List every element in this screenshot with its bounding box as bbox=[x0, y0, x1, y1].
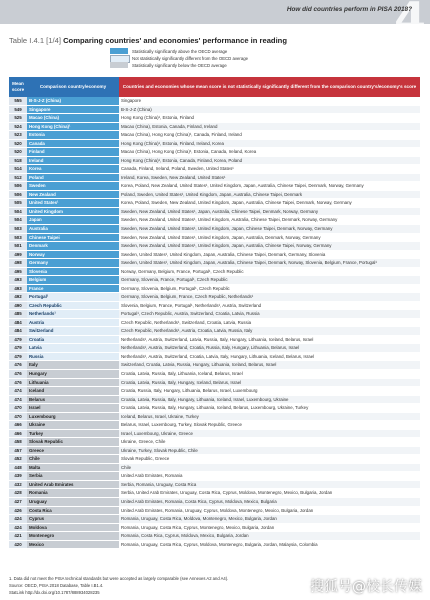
country-cell: Hungary bbox=[27, 370, 119, 379]
mean-score-cell: 524 bbox=[9, 122, 27, 131]
table-row bbox=[9, 199, 420, 208]
similar-countries-cell: Germany, Slovenia, France, Portugal¹, Czech Republic bbox=[119, 276, 420, 285]
country-cell: Chinese Taipei bbox=[27, 233, 119, 242]
country-cell: Italy bbox=[27, 361, 119, 370]
mean-score-cell: 474 bbox=[9, 387, 27, 396]
country-cell: Cyprus bbox=[27, 515, 119, 524]
similar-countries-cell: Netherlands¹, Austria, Switzerland, Croatia, Russia, Italy, Hungary, Lithuania, Belarus, Israel bbox=[119, 344, 420, 353]
country-cell: Luxembourg bbox=[27, 412, 119, 421]
table-row bbox=[9, 276, 420, 285]
table-row bbox=[9, 515, 420, 524]
mean-score-cell: 448 bbox=[9, 463, 27, 472]
similar-countries-cell: Germany, Slovenia, Belgium, France, Czech Republic, Netherlands¹ bbox=[119, 293, 420, 302]
similar-countries-cell: Macao (China), Estonia, Canada, Finland, Ireland bbox=[119, 122, 420, 131]
mean-score-cell: 520 bbox=[9, 148, 27, 157]
country-cell: Japan bbox=[27, 216, 119, 225]
table-row bbox=[9, 267, 420, 276]
table-row bbox=[9, 207, 420, 216]
similar-countries-cell: Hong Kong (China)¹, Estonia, Finland bbox=[119, 114, 420, 123]
mean-score-cell: 470 bbox=[9, 404, 27, 413]
table-row bbox=[9, 250, 420, 259]
country-cell: Slovak Republic bbox=[27, 438, 119, 447]
similar-countries-cell: Korea, Poland, Sweden, New Zealand, United Kingdom, Japan, Australia, Chinese Taipei, Denmark, Norway, Germany bbox=[119, 199, 420, 208]
statlink[interactable]: StatLink http://dx.doi.org/10.1787/888934028235 bbox=[9, 590, 100, 595]
mean-score-cell: 458 bbox=[9, 438, 27, 447]
similar-countries-cell: Sweden, New Zealand, United States¹, United Kingdom, Japan, Australia, Denmark, Norway, Germany bbox=[119, 233, 420, 242]
country-cell: Chile bbox=[27, 455, 119, 464]
legend-label-above: Statistically significantly above the OECD average bbox=[132, 48, 228, 54]
similar-countries-cell: Norway, Germany, Belgium, France, Portugal¹, Czech Republic bbox=[119, 267, 420, 276]
similar-countries-cell: Czech Republic, Netherlands¹, Austria, Croatia, Latvia, Russia, Italy bbox=[119, 327, 420, 336]
mean-score-cell: 499 bbox=[9, 250, 27, 259]
similar-countries-cell: Sweden, New Zealand, United States¹, Japan, Australia, Chinese Taipei, Denmark, Norway, Germany bbox=[119, 207, 420, 216]
mean-score-cell: 504 bbox=[9, 207, 27, 216]
table-row bbox=[9, 318, 420, 327]
country-cell: Serbia bbox=[27, 472, 119, 481]
similar-countries-cell: Sweden, United States¹, United Kingdom, Japan, Australia, Chinese Taipei, Denmark, Norway, Slovenia, Belgium, France, Portugal¹ bbox=[119, 259, 420, 268]
country-cell: New Zealand bbox=[27, 190, 119, 199]
source-note: Source: OECD, PISA 2018 Database, Table I.B1.4. bbox=[9, 583, 104, 588]
mean-score-cell: 503 bbox=[9, 233, 27, 242]
similar-countries-cell: Israel, Luxembourg, Ukraine, Greece bbox=[119, 429, 420, 438]
table-row bbox=[9, 293, 420, 302]
table-row bbox=[9, 131, 420, 140]
table-number: Table I.4.1 bbox=[9, 36, 45, 45]
mean-score-cell: 484 bbox=[9, 327, 27, 336]
mean-score-cell: 466 bbox=[9, 429, 27, 438]
country-cell: B-S-J-Z (China) bbox=[27, 97, 119, 105]
mean-score-cell: 439 bbox=[9, 472, 27, 481]
mean-score-cell: 492 bbox=[9, 293, 27, 302]
country-cell: Croatia bbox=[27, 335, 119, 344]
mean-score-cell: 503 bbox=[9, 224, 27, 233]
mean-score-cell: 476 bbox=[9, 370, 27, 379]
country-cell: Czech Republic bbox=[27, 301, 119, 310]
table-row bbox=[9, 216, 420, 225]
table-header-row bbox=[9, 77, 420, 97]
table-row bbox=[9, 352, 420, 361]
table-row bbox=[9, 182, 420, 191]
legend-swatch-above bbox=[110, 48, 128, 54]
table-row bbox=[9, 429, 420, 438]
country-cell: Singapore bbox=[27, 105, 119, 114]
table-row bbox=[9, 310, 420, 319]
table-row bbox=[9, 327, 420, 336]
table-row bbox=[9, 438, 420, 447]
mean-score-cell: 476 bbox=[9, 361, 27, 370]
table-row bbox=[9, 148, 420, 157]
mean-score-cell: 421 bbox=[9, 532, 27, 541]
mean-score-cell: 493 bbox=[9, 284, 27, 293]
header-mean-score: Mean score bbox=[9, 77, 27, 97]
similar-countries-cell: Slovak Republic, Greece bbox=[119, 455, 420, 464]
country-cell: Romania bbox=[27, 489, 119, 498]
table-row bbox=[9, 506, 420, 515]
similar-countries-cell: Korea, Poland, New Zealand, United States¹, United Kingdom, Japan, Australia, Chinese Taipei, Denmark, Norway, Germany bbox=[119, 182, 420, 191]
country-cell: Netherlands¹ bbox=[27, 310, 119, 319]
legend-swatch-below bbox=[110, 62, 128, 68]
mean-score-cell: 479 bbox=[9, 352, 27, 361]
mean-score-cell: 479 bbox=[9, 344, 27, 353]
similar-countries-cell: Ireland, Korea, Sweden, New Zealand, United States¹ bbox=[119, 173, 420, 182]
table-row bbox=[9, 97, 420, 105]
table-row bbox=[9, 190, 420, 199]
country-cell: Lithuania bbox=[27, 378, 119, 387]
country-cell: Belgium bbox=[27, 276, 119, 285]
similar-countries-cell: Romania, Uruguay, Costa Rica, Moldova, Montenegro, Mexico, Bulgaria, Jordan bbox=[119, 515, 420, 524]
country-cell: Finland bbox=[27, 148, 119, 157]
mean-score-cell: 420 bbox=[9, 540, 27, 549]
similar-countries-cell: Hong Kong (China)¹, Estonia, Canada, Finland, Korea, Poland bbox=[119, 156, 420, 165]
similar-countries-cell: United Arab Emirates, Romania, Uruguay, Cyprus, Moldova, Montenegro, Mexico, Bulgaria, Jordan bbox=[119, 506, 420, 515]
country-cell: Hong Kong (China)¹ bbox=[27, 122, 119, 131]
country-cell: Moldova bbox=[27, 523, 119, 532]
table-row bbox=[9, 480, 420, 489]
table-row bbox=[9, 446, 420, 455]
comparison-table bbox=[9, 77, 420, 549]
country-cell: Estonia bbox=[27, 131, 119, 140]
similar-countries-cell: United Arab Emirates, Romania bbox=[119, 472, 420, 481]
country-cell: France bbox=[27, 284, 119, 293]
country-cell: Russia bbox=[27, 352, 119, 361]
mean-score-cell: 432 bbox=[9, 480, 27, 489]
mean-score-cell: 427 bbox=[9, 497, 27, 506]
similar-countries-cell: Romania, Uruguay, Costa Rica, Cyprus, Montenegro, Mexico, Bulgaria, Jordan bbox=[119, 523, 420, 532]
table-row bbox=[9, 122, 420, 131]
country-cell: Belarus bbox=[27, 395, 119, 404]
footnote: 1. Data did not meet the PISA technical standards but were accepted as largely comparable (see Annexes A2 and A4). bbox=[9, 576, 229, 581]
page-title: How did countries perform in PISA 2018? bbox=[286, 6, 412, 13]
legend-label-below: Statistically significantly below the OECD average bbox=[132, 62, 227, 68]
legend-label-notsig: Not statistically significantly different from the OECD average bbox=[132, 55, 248, 61]
mean-score-cell: 504 bbox=[9, 216, 27, 225]
country-cell: Greece bbox=[27, 446, 119, 455]
country-cell: Switzerland bbox=[27, 327, 119, 336]
mean-score-cell: 428 bbox=[9, 489, 27, 498]
country-cell: Turkey bbox=[27, 429, 119, 438]
similar-countries-cell: Croatia, Russia, Italy, Hungary, Lithuania, Belarus, Israel, Luxembourg bbox=[119, 387, 420, 396]
similar-countries-cell: Croatia, Latvia, Russia, Italy, Hungary, Iceland, Belarus, Israel bbox=[119, 378, 420, 387]
similar-countries-cell: Netherlands¹, Austria, Switzerland, Latvia, Russia, Italy, Hungary, Lithuania, Iceland, Belarus, Israel bbox=[119, 335, 420, 344]
table-title bbox=[9, 36, 287, 45]
similar-countries-cell: Iceland, Belarus, Israel, Ukraine, Turkey bbox=[119, 412, 420, 421]
country-cell: Canada bbox=[27, 139, 119, 148]
country-cell: Australia bbox=[27, 224, 119, 233]
similar-countries-cell: Slovenia, Belgium, France, Portugal¹, Netherlands¹, Austria, Switzerland bbox=[119, 301, 420, 310]
mean-score-cell: 514 bbox=[9, 165, 27, 174]
country-cell: United Arab Emirates bbox=[27, 480, 119, 489]
country-cell: Montenegro bbox=[27, 532, 119, 541]
mean-score-cell: 426 bbox=[9, 506, 27, 515]
table-row bbox=[9, 156, 420, 165]
similar-countries-cell: Canada, Finland, Ireland, Poland, Sweden, United States¹ bbox=[119, 165, 420, 174]
table-row bbox=[9, 224, 420, 233]
similar-countries-cell: Croatia, Latvia, Russia, Italy, Hungary, Lithuania, Iceland, Belarus, Luxembourg, Ukraine, Turkey bbox=[119, 404, 420, 413]
similar-countries-cell: Czech Republic, Netherlands¹, Switzerland, Croatia, Latvia, Russia bbox=[119, 318, 420, 327]
mean-score-cell: 479 bbox=[9, 335, 27, 344]
similar-countries-cell: Singapore bbox=[119, 97, 420, 105]
similar-countries-cell: Poland, Sweden, United States¹, United Kingdom, Japan, Australia, Chinese Taipei, Denmark bbox=[119, 190, 420, 199]
header-similar-countries: Countries and economies whose mean score is not statistically significantly different from the comparison country's/economy's score bbox=[119, 77, 420, 97]
mean-score-cell: 457 bbox=[9, 446, 27, 455]
similar-countries-cell: Belarus, Israel, Luxembourg, Turkey, Slovak Republic, Greece bbox=[119, 421, 420, 430]
table-row bbox=[9, 259, 420, 268]
similar-countries-cell: Ukraine, Greece, Chile bbox=[119, 438, 420, 447]
mean-score-cell: 498 bbox=[9, 259, 27, 268]
country-cell: United States¹ bbox=[27, 199, 119, 208]
country-cell: Latvia bbox=[27, 344, 119, 353]
table-row bbox=[9, 165, 420, 174]
country-cell: Austria bbox=[27, 318, 119, 327]
table-row bbox=[9, 523, 420, 532]
similar-countries-cell: Hong Kong (China)¹, Estonia, Finland, Ireland, Korea bbox=[119, 139, 420, 148]
similar-countries-cell: Serbia, United Arab Emirates, Uruguay, Costa Rica, Cyprus, Moldova, Montenegro, Mexico, Bulgaria, Jordan bbox=[119, 489, 420, 498]
table-row bbox=[9, 421, 420, 430]
table-row bbox=[9, 335, 420, 344]
mean-score-cell: 484 bbox=[9, 318, 27, 327]
table-row bbox=[9, 173, 420, 182]
watermark-logo: 搜狐号@校长传媒 bbox=[310, 579, 422, 595]
similar-countries-cell: Serbia, Romania, Uruguay, Costa Rica bbox=[119, 480, 420, 489]
similar-countries-cell: Croatia, Latvia, Russia, Italy, Lithuania, Iceland, Belarus, Israel bbox=[119, 370, 420, 379]
table-row bbox=[9, 497, 420, 506]
similar-countries-cell: Macao (China), Hong Kong (China)¹, Canada, Finland, Ireland bbox=[119, 131, 420, 140]
country-cell: Uruguay bbox=[27, 497, 119, 506]
country-cell: Norway bbox=[27, 250, 119, 259]
mean-score-cell: 490 bbox=[9, 301, 27, 310]
table-row bbox=[9, 378, 420, 387]
country-cell: United Kingdom bbox=[27, 207, 119, 216]
similar-countries-cell: Netherlands¹, Austria, Switzerland, Croatia, Latvia, Italy, Hungary, Lithuania, Iceland, Belarus, Israel bbox=[119, 352, 420, 361]
table-row bbox=[9, 139, 420, 148]
mean-score-cell: 495 bbox=[9, 267, 27, 276]
similar-countries-cell: Croatia, Latvia, Russia, Italy, Hungary, Lithuania, Iceland, Israel, Luxembourg, Ukraine bbox=[119, 395, 420, 404]
table-title-text: Comparing countries' and economies' performance in reading bbox=[63, 36, 287, 45]
similar-countries-cell: Ukraine, Turkey, Slovak Republic, Chile bbox=[119, 446, 420, 455]
chapter-number: 4 bbox=[393, 0, 426, 46]
table-row bbox=[9, 344, 420, 353]
country-cell: Israel bbox=[27, 404, 119, 413]
mean-score-cell: 520 bbox=[9, 139, 27, 148]
country-cell: Korea bbox=[27, 165, 119, 174]
table-row bbox=[9, 361, 420, 370]
similar-countries-cell: Romania, Costa Rica, Cyprus, Moldova, Mexico, Bulgaria, Jordan bbox=[119, 532, 420, 541]
mean-score-cell: 505 bbox=[9, 199, 27, 208]
table-row bbox=[9, 540, 420, 549]
mean-score-cell: 452 bbox=[9, 455, 27, 464]
table-row bbox=[9, 463, 420, 472]
header-comparison-country: Comparison country/economy bbox=[27, 77, 119, 97]
mean-score-cell: 555 bbox=[9, 97, 27, 105]
table-row bbox=[9, 489, 420, 498]
table-row bbox=[9, 532, 420, 541]
mean-score-cell: 476 bbox=[9, 378, 27, 387]
table-row bbox=[9, 284, 420, 293]
country-cell: Slovenia bbox=[27, 267, 119, 276]
similar-countries-cell: Switzerland, Croatia, Latvia, Russia, Hungary, Lithuania, Iceland, Belarus, Israel bbox=[119, 361, 420, 370]
country-cell: Mexico bbox=[27, 540, 119, 549]
similar-countries-cell: United Arab Emirates, Romania, Costa Rica, Cyprus, Moldova, Mexico, Bulgaria bbox=[119, 497, 420, 506]
similar-countries-cell: Sweden, New Zealand, United States¹, United Kingdom, Japan, Chinese Taipei, Denmark, Norway, Germany bbox=[119, 224, 420, 233]
similar-countries-cell: Romania, Uruguay, Costa Rica, Cyprus, Moldova, Montenegro, Bulgaria, Jordan, Malaysia, Colombia bbox=[119, 540, 420, 549]
similar-countries-cell: Sweden, New Zealand, United States¹, United Kingdom, Japan, Australia, Chinese Taipei, Norway, Germany bbox=[119, 242, 420, 251]
similar-countries-cell: Sweden, New Zealand, United States¹, United Kingdom, Australia, Chinese Taipei, Denmark, Norway, Germany bbox=[119, 216, 420, 225]
legend-item-notsig bbox=[110, 55, 290, 61]
similar-countries-cell: Portugal¹, Czech Republic, Austria, Switzerland, Croatia, Latvia, Russia bbox=[119, 310, 420, 319]
mean-score-cell: 470 bbox=[9, 412, 27, 421]
country-cell: Denmark bbox=[27, 242, 119, 251]
mean-score-cell: 523 bbox=[9, 131, 27, 140]
table-row bbox=[9, 242, 420, 251]
country-cell: Sweden bbox=[27, 182, 119, 191]
mean-score-cell: 525 bbox=[9, 114, 27, 123]
mean-score-cell: 474 bbox=[9, 395, 27, 404]
country-cell: Ukraine bbox=[27, 421, 119, 430]
legend-item-below bbox=[110, 62, 290, 68]
mean-score-cell: 518 bbox=[9, 156, 27, 165]
mean-score-cell: 506 bbox=[9, 190, 27, 199]
mean-score-cell: 424 bbox=[9, 515, 27, 524]
table-row bbox=[9, 370, 420, 379]
table-row bbox=[9, 105, 420, 114]
similar-countries-cell: Sweden, United States¹, United Kingdom, Japan, Australia, Chinese Taipei, Denmark, Germany, Slovenia bbox=[119, 250, 420, 259]
mean-score-cell: 501 bbox=[9, 242, 27, 251]
mean-score-cell: 466 bbox=[9, 421, 27, 430]
mean-score-cell: 549 bbox=[9, 105, 27, 114]
table-row bbox=[9, 387, 420, 396]
table-row bbox=[9, 472, 420, 481]
country-cell: Iceland bbox=[27, 387, 119, 396]
country-cell: Germany bbox=[27, 259, 119, 268]
table-row bbox=[9, 404, 420, 413]
table-row bbox=[9, 455, 420, 464]
mean-score-cell: 493 bbox=[9, 276, 27, 285]
table-row bbox=[9, 412, 420, 421]
table-body bbox=[9, 97, 420, 549]
similar-countries-cell: Macao (China), Hong Kong (China)¹, Estonia, Canada, Ireland, Korea bbox=[119, 148, 420, 157]
table-row bbox=[9, 301, 420, 310]
mean-score-cell: 424 bbox=[9, 523, 27, 532]
similar-countries-cell: Germany, Slovenia, Belgium, Portugal¹, Czech Republic bbox=[119, 284, 420, 293]
table-part-icon: [1/4] bbox=[46, 36, 61, 45]
country-cell: Malta bbox=[27, 463, 119, 472]
country-cell: Ireland bbox=[27, 156, 119, 165]
table-row bbox=[9, 395, 420, 404]
country-cell: Poland bbox=[27, 173, 119, 182]
table-row bbox=[9, 114, 420, 123]
country-cell: Costa Rica bbox=[27, 506, 119, 515]
country-cell: Macao (China) bbox=[27, 114, 119, 123]
mean-score-cell: 485 bbox=[9, 310, 27, 319]
mean-score-cell: 506 bbox=[9, 182, 27, 191]
similar-countries-cell: B-S-J-Z (China) bbox=[119, 105, 420, 114]
similar-countries-cell: Chile bbox=[119, 463, 420, 472]
legend-item-above bbox=[110, 48, 290, 54]
table-row bbox=[9, 233, 420, 242]
mean-score-cell: 512 bbox=[9, 173, 27, 182]
country-cell: Portugal¹ bbox=[27, 293, 119, 302]
